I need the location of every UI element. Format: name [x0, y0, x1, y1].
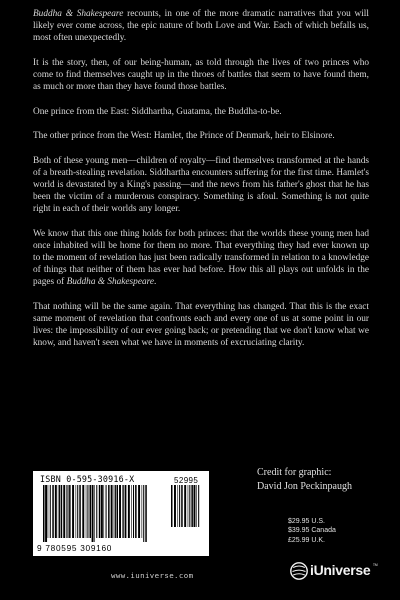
blurb-paragraph-5: Both of these young men—children of royalty—find themselves transformed at the hands of a breath-stealing revelation. Siddhartha encounters suffering for the first time. Hamlet's world is devastated by a King's passing—and the news from his father's ghost that he has been the victim of a murderous conspiracy. Something is afoul. Something is not quite right in each of their worlds any longer.: [33, 155, 369, 215]
graphic-credit: [257, 466, 352, 493]
blurb-paragraph-1: [33, 8, 369, 44]
blurb-paragraph-6: [33, 228, 369, 288]
price-uk: £25.99 U.K.: [288, 536, 325, 544]
blurb-paragraph-6-text: We know that this one thing holds for both princes: that the worlds these young men had once inhabited will be home for them no more. That everything they had ever known up to the moment of revelation has just been radically transformed in relation to a knowledge of things that neither of them has ever had before. How this all plays out unfolds in the pages of: [33, 228, 369, 288]
price-canada: $39.95 Canada: [288, 527, 336, 535]
book-title-italic: Buddha & Shakespeare: [33, 9, 124, 19]
blurb-paragraph-2: It is the story, then, of our being-human, as told through the lives of two princes who come to find themselves caught up in the throes of battles that seem to have found them, as much or more than they have found those battles.: [33, 57, 369, 92]
book-title-italic: Buddha & Shakespeare: [66, 277, 155, 288]
isbn-label: ISBN 0-595-30916-X: [40, 474, 135, 484]
addon-barcode: [170, 485, 203, 527]
price-list: [288, 517, 336, 545]
price-addon-code: 52995: [174, 476, 199, 485]
price-us: $29.95 U.S.: [288, 518, 325, 525]
iuniverse-globe-icon: [290, 562, 308, 580]
publisher-url: www.iuniverse.com: [111, 571, 194, 580]
credit-name: David Jon Peckinpaugh: [257, 480, 352, 492]
barcode-digits: 9 780595 309160: [37, 543, 113, 553]
iuniverse-wordmark: iUniverse: [310, 562, 371, 578]
blurb-paragraph-4: The other prince from the West: Hamlet, the Prince of Denmark, heir to Elsinore.: [33, 131, 335, 142]
trademark-symbol: TM: [373, 563, 378, 567]
iuniverse-logo: [290, 560, 380, 584]
back-cover-blurb: [33, 8, 369, 362]
blurb-paragraph-7: That nothing will be the same again. That everything has changed. That this is the exact same moment of revelation that confronts each and every one of us at some point in our lives: the impossibility of our ever going back; or pretending that we don't know what we know, and haven't seen what we have in moments of excruciating clarity.: [33, 301, 369, 348]
blurb-paragraph-6-end: .: [154, 277, 157, 288]
ean13-barcode: [42, 485, 148, 542]
credit-label: Credit for graphic:: [257, 467, 332, 478]
blurb-paragraph-3: One prince from the East: Siddhartha, Guatama, the Buddha-to-be.: [33, 106, 282, 117]
blurb-paragraph-1-text: recounts, in one of the more dramatic narratives that you will likely ever come across, the epic nature of both Love and War. Each of which befalls us, most often unexpectedly.: [33, 9, 369, 44]
barcode-box: [33, 471, 209, 556]
